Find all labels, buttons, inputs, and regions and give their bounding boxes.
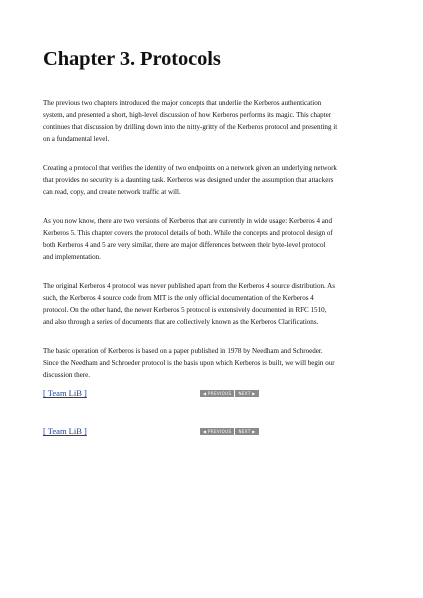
paragraph-line: and also through a series of documents that are collectively known as the Kerberos Clarifications. bbox=[43, 317, 319, 326]
paragraph-kerberos4-documentation bbox=[43, 281, 388, 329]
paragraph-line: that provides no security is a daunting task. Kerberos was designed under the assumption that attackers bbox=[43, 175, 334, 184]
paragraph-line: As you now know, there are two versions of Kerberos that are currently in wide usage: Kerberos 4 and bbox=[43, 217, 332, 225]
previous-button[interactable] bbox=[200, 390, 234, 397]
paragraph-line: The basic operation of Kerberos is based on a paper published in 1978 by Needham and Schroeder. bbox=[43, 347, 323, 355]
team-lib-link[interactable]: [ Team LiB ] bbox=[43, 426, 87, 436]
paragraph-line: such, the Kerberos 4 source code from MIT is the only official documentation of the Kerberos 4 bbox=[43, 293, 314, 302]
triangle-right-icon: ▶ bbox=[252, 391, 256, 396]
paragraph-line: discussion there. bbox=[43, 370, 90, 379]
page-navigation bbox=[200, 428, 259, 435]
next-button[interactable] bbox=[235, 428, 258, 435]
paragraph-line: The original Kerberos 4 protocol was never published apart from the Kerberos 4 source distribution. As bbox=[43, 282, 335, 290]
paragraph-line: Kerberos 5. This chapter covers the protocol details of both. While the concepts and protocol design of bbox=[43, 228, 333, 237]
page-navigation bbox=[200, 390, 259, 397]
paragraph-intro bbox=[43, 98, 388, 146]
paragraph-line: Creating a protocol that verifies the identity of two endpoints on a network given an underlying network bbox=[43, 164, 337, 172]
next-button[interactable] bbox=[235, 390, 258, 397]
next-label: NEXT bbox=[238, 391, 251, 396]
paragraph-needham-schroeder bbox=[43, 346, 388, 382]
chapter-title: Chapter 3. Protocols bbox=[43, 48, 221, 70]
next-label: NEXT bbox=[238, 429, 251, 434]
paragraph-line: and implementation. bbox=[43, 252, 101, 261]
previous-label: PREVIOUS bbox=[207, 429, 232, 434]
previous-button[interactable] bbox=[200, 428, 234, 435]
paragraph-protocol-challenge bbox=[43, 163, 388, 199]
triangle-left-icon: ◀ bbox=[203, 391, 207, 396]
paragraph-line: can read, copy, and create network traffic at will. bbox=[43, 187, 181, 196]
paragraph-line: Since the Needham and Schroeder protocol is the basis upon which Kerberos is built, we will begin our bbox=[43, 358, 335, 367]
triangle-left-icon: ◀ bbox=[203, 429, 207, 434]
paragraph-versions bbox=[43, 216, 388, 264]
paragraph-line: on a fundamental level. bbox=[43, 134, 110, 143]
paragraph-line: protocol. On the other hand, the newer Kerberos 5 protocol is extensively documented in RFC 1510, bbox=[43, 305, 327, 314]
paragraph-line: continues that discussion by drilling down into the nitty-gritty of the Kerberos protocol and presenting it bbox=[43, 122, 338, 131]
paragraph-line: The previous two chapters introduced the major concepts that underlie the Kerberos authentication bbox=[43, 99, 322, 107]
team-lib-link[interactable]: [ Team LiB ] bbox=[43, 388, 87, 398]
paragraph-line: system, and presented a short, high-level discussion of how Kerberos performs its magic. This chapter bbox=[43, 110, 332, 119]
paragraph-line: both Kerberos 4 and 5 are very similar, there are major differences between their byte-level protocol bbox=[43, 240, 326, 249]
previous-label: PREVIOUS bbox=[207, 391, 232, 396]
triangle-right-icon: ▶ bbox=[252, 429, 256, 434]
